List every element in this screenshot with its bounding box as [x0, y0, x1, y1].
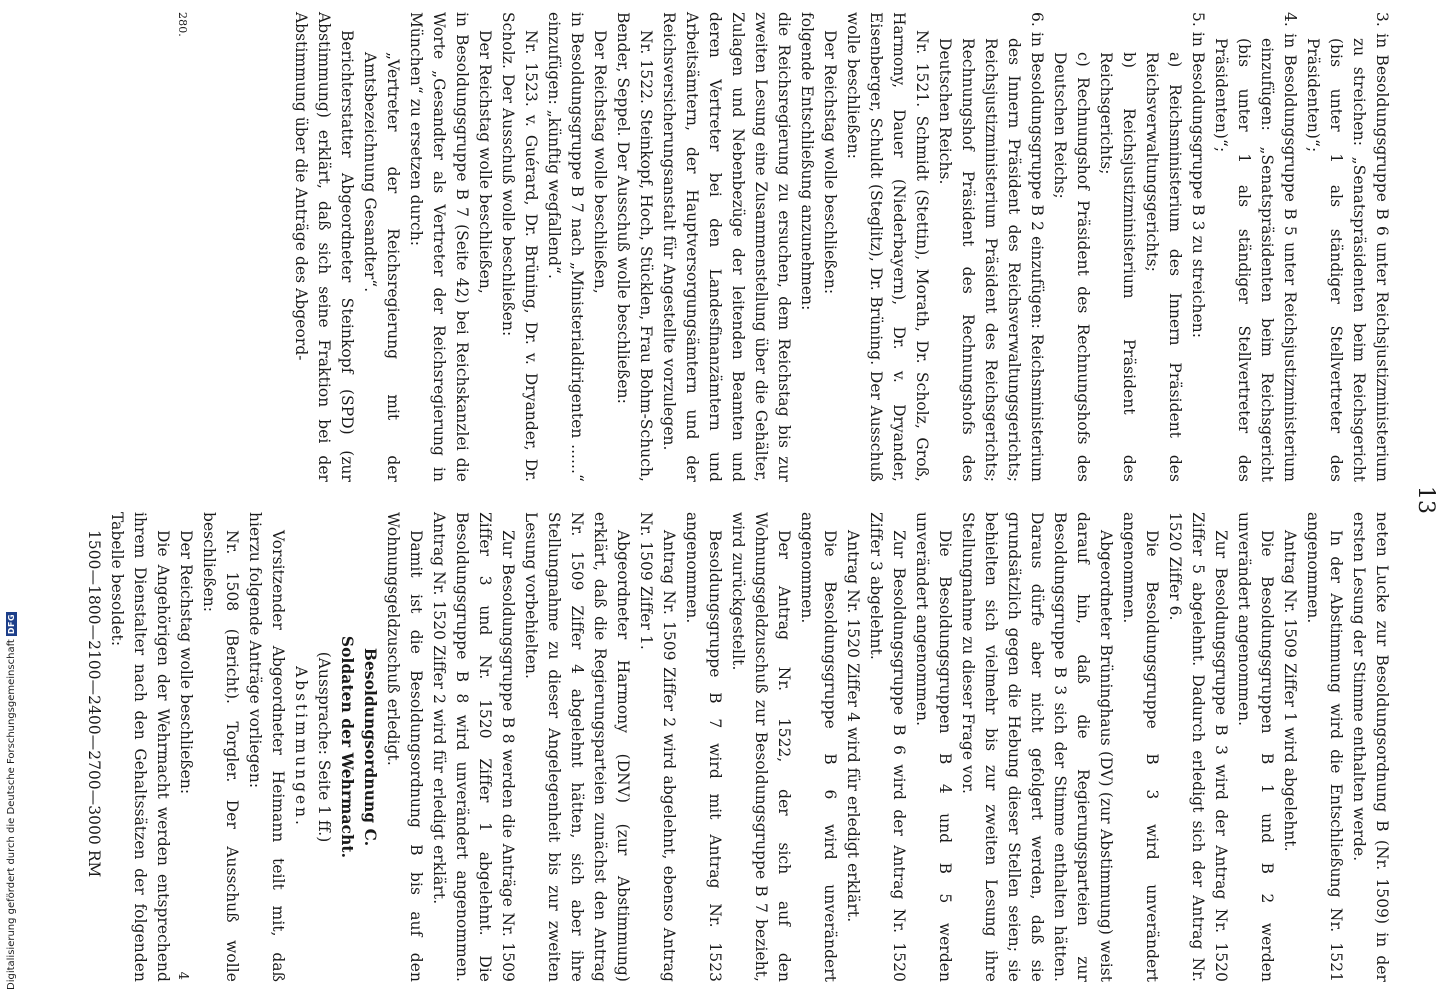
- paragraph: a) Reichsministerium des Innern Präsident des Reichsverwaltungsgerichts;: [1143, 52, 1184, 482]
- paragraph: Der Reichstag wolle beschließen:: [177, 530, 195, 795]
- footer-left-number: 280.: [176, 12, 189, 37]
- paragraph: In der Abstimmung wird die Entschließung Nr. 1521 angenommen.: [1304, 512, 1345, 982]
- left-text-column: [289, 12, 1393, 482]
- paragraph: Nr. 1508 (Bericht). Torgler. Der Ausschuß wolle beschließen:: [200, 512, 241, 982]
- paragraph: neten Lucke zur Besoldungsordnung B (Nr. 1509) in der ersten Lesung der Stimme enthalten werde.: [1350, 512, 1391, 982]
- paragraph: Die Angehörigen der Wehrmacht werden entsprechend ihrem Dienstalter nach den Gehaltssätzen der folgenden Tabelle besoldet:: [108, 512, 172, 982]
- paragraph: in Besoldungsgruppe B 7 nach „Ministerialdirigenten ......“ einzufügen: „künftig wegfallend“.: [545, 12, 586, 482]
- paragraph: Der Reichstag wolle beschließen:: [821, 30, 839, 295]
- paragraph: Zur Besoldungsgruppe B 6 wird der Antrag Nr. 1520 Ziffer 3 abgelehnt.: [867, 512, 908, 982]
- paragraph: Zur Besoldungsgruppe B 8 werden die Anträge Nr. 1509 Ziffer 3 und Nr. 1520 Ziffer 1 abgelehnt. Die Besoldungsgruppe B 8 wird unverändert angenommen. Antrag Nr. 1520 Ziffer 2 wird für erledigt erklärt.: [430, 512, 517, 982]
- paragraph: Nr. 1523. v. Guérard, Dr. Brüning, Dr. v. Dryander, Dr. Scholz. Der Ausschuß wolle beschließen:: [499, 12, 540, 482]
- paragraph: „Vertreter der Reichsregierung mit der Amtsbezeichnung Gesandter“.: [361, 52, 402, 482]
- paragraph: Der Reichstag wolle beschließen,: [591, 30, 609, 294]
- paragraph: Der Reichstag wolle beschließen,: [476, 30, 494, 294]
- paragraph: Berichterstatter Abgeordneter Steinkopf (SPD) (zur Abstimmung) erklärt, daß sich seine Fraktion bei der Abstimmung über die Anträge des Abgeord-: [292, 12, 356, 482]
- paragraph: Antrag Nr. 1509 Ziffer 1 wird abgelehnt.: [1281, 530, 1299, 852]
- paragraph: folgende Entschließung anzunehmen:: [798, 12, 816, 311]
- paragraph: Die Besoldungsgruppe B 3 wird unverändert angenommen.: [1120, 512, 1161, 982]
- page-number: 13: [1413, 485, 1438, 515]
- dfg-logo: DFG: [7, 613, 16, 635]
- paragraph: (Aussprache: Seite 1 ff.): [315, 651, 333, 843]
- paragraph: Die Besoldungsgruppe B 6 wird unverändert angenommen.: [798, 512, 839, 982]
- paragraph: 4. in Besoldungsgruppe B 5 unter Reichsjustizministerium einzufügen: „Senatspräsidenten beim Reichsgericht (bis unter 1 als ständiger Stellvertreter des Präsidenten)“;: [1212, 12, 1299, 482]
- paragraph: Besoldungsordnung C.: [361, 647, 379, 847]
- paragraph: Nr. 1521. Schmidt (Stettin), Morath, Dr. Scholz, Groß, Harmony, Dauer (Niederbayern), Dr. v. Dryander, Eisenberger, Schuldt (Steglitz), Dr. Brüning. Der Ausschuß wolle beschließen:: [844, 12, 931, 482]
- paragraph: Besoldungsgruppe B 7 wird mit Antrag Nr. 1523 angenommen.: [683, 512, 724, 982]
- paragraph: 3. in Besoldungsgruppe B 6 unter Reichsjustizministerium zu streichen: „Senatspräsidenten beim Reichsgericht (bis unter 1 als ständiger Stellvertreter des Präsidenten)“;: [1304, 12, 1391, 482]
- paragraph: 6. in Besoldungsgruppe B 2 einzufügen: Reichsministerium des Innern Präsident des Reichsverwaltungsgerichts; Reichsjustizministerium Präsident des Reichsgerichts; Rechnungshof Präsident des Rechnungshofs des Deutschen Reichs.: [936, 12, 1046, 482]
- paragraph: Der Antrag Nr. 1522, der sich auf den Wohnungsgeldzuschuß zur Besoldungsgruppe B 7 bezieht, wird zurückgestellt.: [729, 512, 793, 982]
- paragraph: Die Besoldungsgruppen B 1 und B 2 werden unverändert angenommen.: [1235, 512, 1276, 982]
- rotated-document-page: [85, 0, 1455, 1000]
- paragraph: Zur Besoldungsgruppe B 3 wird der Antrag Nr. 1520 Ziffer 5 abgelehnt. Dadurch erledigt sich der Antrag Nr. 1520 Ziffer 6.: [1166, 512, 1230, 982]
- paragraph: Abstimmungen.: [292, 666, 310, 828]
- paragraph: in Besoldungsgruppe B 7 (Seite 42) bei Reichskanzlei die Worte „Gesandter als Vertreter der Reichsregierung in München“ zu ersetzen durch:: [407, 12, 471, 482]
- paragraph: Vorsitzender Abgeordneter Heimann teilt mit, daß hierzu folgende Anträge vorliegen:: [246, 512, 287, 982]
- paragraph: Antrag Nr. 1520 Ziffer 4 wird für erledigt erklärt.: [844, 530, 862, 923]
- paragraph: Nr. 1522. Steinkopf, Hoch, Stücklen, Frau Bohm-Schuch, Bender, Seppel. Der Ausschuß wolle beschließen:: [614, 12, 655, 482]
- digitization-credit: [6, 612, 17, 990]
- footer-right-number: 4: [175, 971, 190, 980]
- credit-text: Digitalisierung gefördert durch die Deutsche Forschungsgemeinschaft: [6, 639, 17, 990]
- paragraph: b) Reichsjustizministerium Präsident des Reichsgerichts;: [1097, 52, 1138, 482]
- paragraph: 1500—1800—2100—2400—2700—3000 RM: [85, 530, 103, 878]
- paragraph: Antrag Nr. 1509 Ziffer 2 wird abgelehnt, ebenso Antrag Nr. 1509 Ziffer 1.: [637, 512, 678, 982]
- paragraph: Soldaten der Wehrmacht.: [338, 635, 356, 859]
- paragraph: 5. in Besoldungsgruppe B 3 zu streichen:: [1189, 12, 1207, 339]
- paragraph: Die Besoldungsgruppen B 4 und B 5 werden unverändert angenommen.: [913, 512, 954, 982]
- paragraph: c) Rechnungshof Präsident des Rechnungshofs des Deutschen Reichs;: [1051, 52, 1092, 482]
- paragraph: Abgeordneter Harmony (DNV) (zur Abstimmung) erklärt, daß die Regierungsparteien zunächst den Antrag Nr. 1509 Ziffer 4 abgelehnt hätten, sich aber ihre Stellungnahme zu dieser Angelegenheit bis zur zweiten Lesung vorbehielten.: [522, 512, 632, 982]
- paragraph: Damit ist die Besoldungsordnung B bis auf den Wohnungsgeldzuschuß erledigt.: [384, 512, 425, 982]
- paragraph: Abgeordneter Brüninghaus (DV) (zur Abstimmung) weist darauf hin, daß die Regierungsparteien zur Besoldungsgruppe B 3 sich der Stimme enthalten hätten. Daraus dürfe aber nicht gefolgert werden, daß sie grundsätzlich gegen die Hebung dieser Stellen seien; sie behielten sich vielmehr bis zur zweiten Lesung ihre Stellungnahme zu dieser Frage vor.: [959, 512, 1115, 982]
- paragraph: die Reichsregierung zu ersuchen, dem Reichstag bis zur zweiten Lesung eine Zusammenstellung über die Gehälter, Zulagen und Nebenbezüge der leitenden Beamten und deren Vertreter bei den Landesfinanzämtern und Arbeitsämtern, der Hauptversorgungsämtern und der Reichsversicherungsanstalt für Angestellte vorzulegen.: [660, 12, 793, 482]
- right-text-column: [82, 512, 1393, 982]
